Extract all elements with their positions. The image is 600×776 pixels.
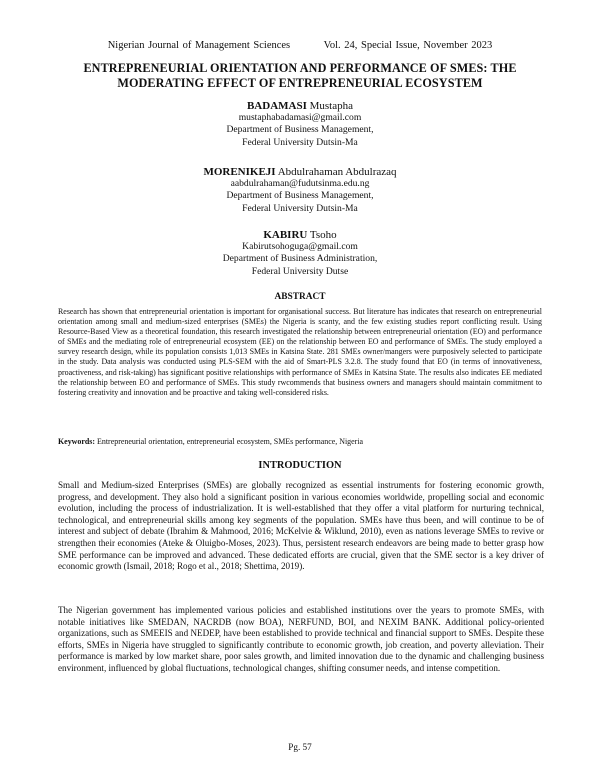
author-institution: Federal University Dutsin-Ma bbox=[242, 136, 358, 148]
author-surname: BADAMASI bbox=[246, 100, 307, 112]
intro-paragraph-1: Small and Medium-sized Enterprises (SMEs) are globally recognized as essential instruments for fostering economic growth, progress, and development. They also hold a significant position in various economies worldwide, propelling social and economic evolution, including the process of industrialization. It is well-established that they offer a vital platform for nurturing technical, technological, and entrepreneurial skills among key segments of the population. SMEs have thus been, and will continue to be of interest and subject of debate (Ibrahim & Mahmood, 2016; McKelvie & Wiklund, 2010), even as nations leverage SMEs to revive or strengthen their economies (Ateke & Oluigbo-Moses, 2023). Thus, persistent research endeavors are being made to better grasp how SME performance can be improved and advanced. These dedicated efforts are crucial, given that the SME sector is a key driver of economic growth (Ismail, 2018; Rogo et al., 2018; Shettima, 2019). bbox=[58, 480, 544, 572]
author-3 bbox=[0, 229, 600, 278]
abstract-heading: ABSTRACT bbox=[274, 292, 326, 302]
author-email: mustaphabadamasi@gmail.com bbox=[238, 112, 362, 124]
author-2 bbox=[0, 166, 600, 215]
journal-issue: Vol. 24, Special Issue, November 2023 bbox=[323, 40, 493, 51]
paper-title bbox=[30, 61, 570, 91]
author-name bbox=[0, 100, 600, 112]
journal-name: Nigerian Journal of Management Sciences bbox=[107, 40, 291, 51]
keywords bbox=[58, 437, 542, 447]
running-header bbox=[0, 40, 600, 51]
author-name bbox=[0, 229, 600, 241]
author-email: aabdulrahaman@fudutsinma.edu.ng bbox=[230, 178, 370, 190]
author-email: Kabirutsohoguga@gmail.com bbox=[242, 241, 358, 253]
author-name bbox=[0, 166, 600, 178]
author-department: Department of Business Management, bbox=[226, 190, 374, 202]
author-given-name: Mustapha bbox=[309, 100, 354, 112]
author-given-name: Tsoho bbox=[309, 229, 337, 241]
author-department: Department of Business Management, bbox=[226, 124, 374, 136]
author-given-name: Abdulrahaman Abdulrazaq bbox=[277, 166, 397, 178]
keywords-list: Entrepreneurial orientation, entrepreneurial ecosystem, SMEs performance, Nigeria bbox=[97, 437, 364, 446]
author-institution: Federal University Dutse bbox=[251, 265, 349, 277]
author-surname: MORENIKEJI bbox=[203, 166, 276, 178]
author-institution: Federal University Dutsin-Ma bbox=[242, 202, 358, 214]
author-1 bbox=[0, 100, 600, 149]
paper-title-line-1: ENTREPRENEURIAL ORIENTATION AND PERFORMANCE OF SMES: THE bbox=[83, 61, 517, 75]
keywords-label: Keywords: bbox=[58, 437, 96, 446]
introduction-heading: INTRODUCTION bbox=[258, 460, 342, 471]
author-surname: KABIRU bbox=[263, 229, 308, 241]
author-department: Department of Business Administration, bbox=[222, 253, 378, 265]
paper-title-line-2: MODERATING EFFECT OF ENTREPRENEURIAL ECOSYSTEM bbox=[117, 76, 483, 90]
page-number: Pg. 57 bbox=[288, 742, 312, 752]
abstract-body: Research has shown that entrepreneurial orientation is important for organisational success. But literature has indicates that research on entrepreneurial orientation among small and medium-sized enterprises (SMEs) the Nigeria is scanty, and the few existing studies report conflicting result. Using Resource-Based View as a theoretical foundation, this research investigated the relationship between entrepreneurial orientation (EO) and performance of SMEs and the mediating role of entrepreneurial ecosystem (EE) on the relationship between EO and performance of SMEs. The study employed a survey research design, while its population consists 1,013 SMEs in Katsina State. 281 SMEs owner/mangers were purposively selected to participate in the study. Data analysis was conducted using PLS-SEM with the aid of Smart-PLS 3.2.8. The study found that EO (in terms of innovativeness, proactiveness, and risk-taking) has significant positive relationships with performance of SMEs in Katsina State. The results also indicates EE mediated the relationship between EO and performance of SMEs. This study rwcommends that business owners and managers should maintain commitment to fostering creativity and innovation and be proactive and taking well-considered risks. bbox=[58, 307, 542, 397]
intro-paragraph-2: The Nigerian government has implemented various policies and established institutions over the years to promote SMEs, with notable initiatives like SMEDAN, NACRDB (now BOA), NERFUND, BOI, and NEXIM BANK. Additional policy-oriented organizations, such as SMEEIS and NEDEP, have been established to provide technical and financial support to SMEs. Despite these efforts, SMEs in Nigeria have struggled to significantly contribute to economic growth, job creation, and poverty alleviation. Their performance is marked by low market share, poor sales growth, and limited innovation due to the dynamic and challenging business environment, influenced by global fluctuations, technological changes, shifting consumer needs, and intense competition. bbox=[58, 605, 544, 673]
